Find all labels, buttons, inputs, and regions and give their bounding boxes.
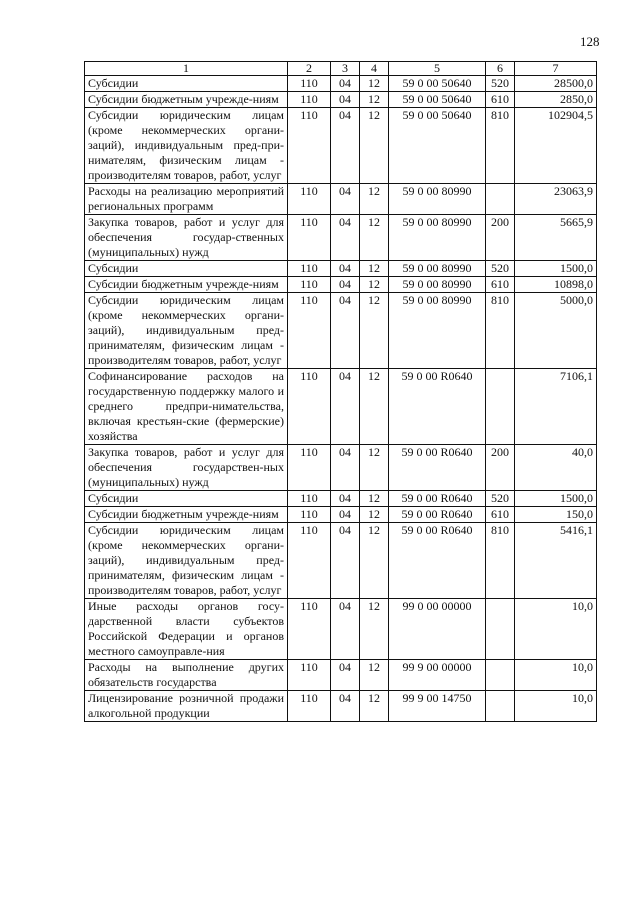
- row-ministry: 110: [288, 445, 331, 491]
- row-amount: 28500,0: [515, 76, 597, 92]
- row-ministry: 110: [288, 599, 331, 660]
- row-subsection: 12: [360, 293, 389, 369]
- row-target-code: 99 9 00 00000: [389, 660, 486, 691]
- row-section: 04: [331, 660, 360, 691]
- row-ministry: 110: [288, 277, 331, 293]
- row-name: Субсидии юридическим лицам (кроме некоммерческих органи-заций), индивидуальным пред-принимателям, физическим лицам - производителям товаров, работ, услуг: [85, 523, 288, 599]
- row-target-code: 59 0 00 80990: [389, 215, 486, 261]
- row-name: Субсидии: [85, 76, 288, 92]
- budget-table: [84, 61, 597, 722]
- row-expense-type: 520: [486, 261, 515, 277]
- row-subsection: 12: [360, 215, 389, 261]
- row-ministry: 110: [288, 691, 331, 722]
- row-expense-type: [486, 660, 515, 691]
- row-expense-type: 200: [486, 445, 515, 491]
- row-ministry: 110: [288, 184, 331, 215]
- row-ministry: 110: [288, 369, 331, 445]
- row-ministry: 110: [288, 523, 331, 599]
- row-amount: 10,0: [515, 599, 597, 660]
- row-amount: 23063,9: [515, 184, 597, 215]
- row-expense-type: 200: [486, 215, 515, 261]
- row-subsection: 12: [360, 445, 389, 491]
- row-amount: 7106,1: [515, 369, 597, 445]
- row-subsection: 12: [360, 92, 389, 108]
- table-row: [85, 691, 597, 722]
- row-target-code: 99 0 00 00000: [389, 599, 486, 660]
- row-expense-type: [486, 184, 515, 215]
- row-expense-type: 610: [486, 92, 515, 108]
- col-header-4: 4: [360, 62, 389, 76]
- row-section: 04: [331, 76, 360, 92]
- table-header-row: [85, 62, 597, 76]
- row-target-code: 59 0 00 R0640: [389, 369, 486, 445]
- row-expense-type: [486, 599, 515, 660]
- row-amount: 1500,0: [515, 491, 597, 507]
- row-amount: 102904,5: [515, 108, 597, 184]
- row-expense-type: 520: [486, 491, 515, 507]
- row-name: Субсидии бюджетным учрежде-ниям: [85, 92, 288, 108]
- row-amount: 5416,1: [515, 523, 597, 599]
- row-subsection: 12: [360, 523, 389, 599]
- row-section: 04: [331, 293, 360, 369]
- row-ministry: 110: [288, 76, 331, 92]
- table-row: [85, 76, 597, 92]
- row-name: Расходы на реализацию мероприятий региональных программ: [85, 184, 288, 215]
- row-name: Субсидии юридическим лицам (кроме некоммерческих органи-заций), индивидуальным пред-принимателям, физическим лицам - производителям товаров, работ, услуг: [85, 293, 288, 369]
- row-target-code: 59 0 00 50640: [389, 76, 486, 92]
- table-row: [85, 491, 597, 507]
- row-ministry: 110: [288, 92, 331, 108]
- table-row: [85, 92, 597, 108]
- row-section: 04: [331, 108, 360, 184]
- row-ministry: 110: [288, 215, 331, 261]
- table-row: [85, 599, 597, 660]
- row-amount: 10,0: [515, 691, 597, 722]
- row-amount: 10898,0: [515, 277, 597, 293]
- row-target-code: 59 0 00 80990: [389, 184, 486, 215]
- row-section: 04: [331, 277, 360, 293]
- col-header-2: 2: [288, 62, 331, 76]
- row-name: Расходы на выполнение других обязательств государства: [85, 660, 288, 691]
- row-subsection: 12: [360, 491, 389, 507]
- row-name: Закупка товаров, работ и услуг для обеспечения государствен-ных (муниципальных) нужд: [85, 445, 288, 491]
- row-subsection: 12: [360, 369, 389, 445]
- col-header-7: 7: [515, 62, 597, 76]
- row-amount: 5665,9: [515, 215, 597, 261]
- row-target-code: 59 0 00 R0640: [389, 445, 486, 491]
- row-name: Субсидии юридическим лицам (кроме некоммерческих органи-заций), индивидуальным пред-при-нимателям, физическим лицам - производителям товаров, работ, услуг: [85, 108, 288, 184]
- row-ministry: 110: [288, 293, 331, 369]
- row-expense-type: [486, 369, 515, 445]
- row-subsection: 12: [360, 660, 389, 691]
- row-section: 04: [331, 215, 360, 261]
- table-row: [85, 108, 597, 184]
- row-section: 04: [331, 599, 360, 660]
- row-target-code: 59 0 00 50640: [389, 108, 486, 184]
- row-ministry: 110: [288, 108, 331, 184]
- row-section: 04: [331, 92, 360, 108]
- row-subsection: 12: [360, 599, 389, 660]
- row-target-code: 59 0 00 50640: [389, 92, 486, 108]
- row-amount: 1500,0: [515, 261, 597, 277]
- col-header-1: 1: [85, 62, 288, 76]
- row-section: 04: [331, 184, 360, 215]
- row-subsection: 12: [360, 108, 389, 184]
- table-row: [85, 215, 597, 261]
- page-number: 128: [580, 34, 600, 49]
- row-amount: 5000,0: [515, 293, 597, 369]
- table-row: [85, 293, 597, 369]
- row-section: 04: [331, 445, 360, 491]
- table-row: [85, 369, 597, 445]
- row-name: Субсидии: [85, 491, 288, 507]
- table-row: [85, 523, 597, 599]
- row-target-code: 59 0 00 80990: [389, 277, 486, 293]
- row-section: 04: [331, 691, 360, 722]
- row-name: Иные расходы органов госу-дарственной власти субъектов Российской Федерации и органов местного самоуправле-ния: [85, 599, 288, 660]
- row-subsection: 12: [360, 507, 389, 523]
- row-name: Субсидии бюджетным учрежде-ниям: [85, 507, 288, 523]
- row-expense-type: 810: [486, 108, 515, 184]
- table-row: [85, 261, 597, 277]
- row-name: Субсидии: [85, 261, 288, 277]
- row-target-code: 59 0 00 80990: [389, 293, 486, 369]
- row-expense-type: 520: [486, 76, 515, 92]
- row-name: Субсидии бюджетным учрежде-ниям: [85, 277, 288, 293]
- row-amount: 40,0: [515, 445, 597, 491]
- row-name: Лицензирование розничной продажи алкогольной продукции: [85, 691, 288, 722]
- col-header-3: 3: [331, 62, 360, 76]
- row-target-code: 59 0 00 R0640: [389, 491, 486, 507]
- row-section: 04: [331, 507, 360, 523]
- row-name: Закупка товаров, работ и услуг для обеспечения государ-ственных (муниципальных) нужд: [85, 215, 288, 261]
- row-ministry: 110: [288, 491, 331, 507]
- row-amount: 10,0: [515, 660, 597, 691]
- row-expense-type: 610: [486, 277, 515, 293]
- row-section: 04: [331, 369, 360, 445]
- row-subsection: 12: [360, 691, 389, 722]
- table-row: [85, 660, 597, 691]
- row-subsection: 12: [360, 184, 389, 215]
- row-expense-type: 810: [486, 523, 515, 599]
- row-target-code: 59 0 00 R0640: [389, 523, 486, 599]
- row-expense-type: 810: [486, 293, 515, 369]
- table-row: [85, 184, 597, 215]
- row-subsection: 12: [360, 277, 389, 293]
- col-header-5: 5: [389, 62, 486, 76]
- table-row: [85, 445, 597, 491]
- row-target-code: 59 0 00 80990: [389, 261, 486, 277]
- row-expense-type: 610: [486, 507, 515, 523]
- row-subsection: 12: [360, 76, 389, 92]
- row-section: 04: [331, 491, 360, 507]
- row-ministry: 110: [288, 261, 331, 277]
- row-section: 04: [331, 261, 360, 277]
- row-subsection: 12: [360, 261, 389, 277]
- row-expense-type: [486, 691, 515, 722]
- col-header-6: 6: [486, 62, 515, 76]
- table-row: [85, 277, 597, 293]
- row-ministry: 110: [288, 507, 331, 523]
- row-amount: 150,0: [515, 507, 597, 523]
- row-ministry: 110: [288, 660, 331, 691]
- row-name: Софинансирование расходов на государственную поддержку малого и среднего предпри-нимательства, включая крестьян-ские (фермерские) хозяйства: [85, 369, 288, 445]
- row-target-code: 59 0 00 R0640: [389, 507, 486, 523]
- table-row: [85, 507, 597, 523]
- row-section: 04: [331, 523, 360, 599]
- row-amount: 2850,0: [515, 92, 597, 108]
- row-target-code: 99 9 00 14750: [389, 691, 486, 722]
